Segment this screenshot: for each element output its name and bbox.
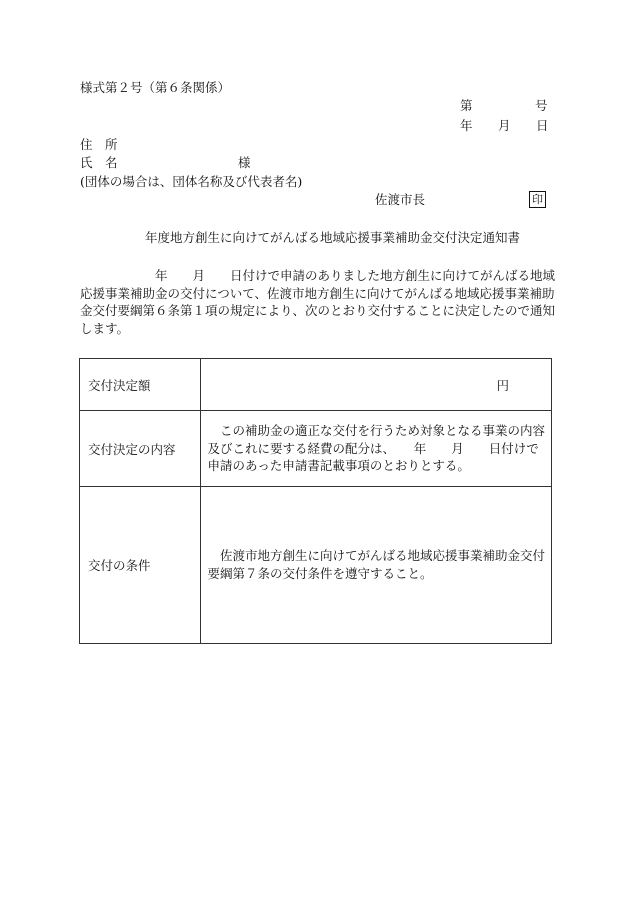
table-row	[80, 359, 552, 411]
date-month-label: 月	[498, 118, 511, 133]
content-line: 及びこれに要する経費の配分は、 年 月 日付けで	[207, 440, 539, 456]
body-line: します。	[80, 320, 130, 336]
honorific: 様	[238, 155, 251, 170]
conditions-value	[201, 487, 552, 644]
document-number-suffix: 号	[535, 98, 548, 113]
address-label: 住 所	[80, 137, 118, 152]
decision-table	[79, 358, 552, 644]
content-line: 申請のあった申請書記載事項のとおりとする。	[207, 458, 470, 474]
conditions-line: 要綱第７条の交付条件を遵守すること。	[207, 566, 433, 581]
document-number-prefix: 第	[460, 98, 473, 113]
row-label-amount: 交付決定額	[80, 359, 201, 411]
row-label-conditions: 交付の条件	[80, 487, 201, 644]
table-row	[80, 487, 552, 644]
date-year-label: 年	[460, 118, 473, 133]
name-label: 氏 名	[80, 155, 118, 170]
group-note: (団体の場合は、団体名称及び代表者名)	[80, 174, 303, 189]
date-day-label: 日	[536, 118, 549, 133]
body-paragraph	[80, 267, 558, 337]
table-row	[80, 411, 552, 487]
row-label-content: 交付決定の内容	[80, 411, 201, 487]
seal-box: 印	[529, 191, 546, 208]
body-line: 年 月 日付けで申請のありました地方創生に向けてがんばる地域	[80, 268, 556, 283]
conditions-line: 佐渡市地方創生に向けてがんばる地域応援事業補助金交付	[207, 548, 545, 564]
content-value	[201, 411, 552, 487]
yen-unit: 円	[496, 377, 509, 393]
document-title: 年度地方創生に向けてがんばる地域応援事業補助金交付決定通知書	[145, 230, 521, 245]
body-line: 金交付要綱第６条第１項の規定により、次のとおり交付することに決定したので通知	[80, 303, 556, 319]
issuer-title: 佐渡市長	[375, 192, 426, 207]
content-line: この補助金の適正な交付を行うため対象となる事業の内容	[207, 423, 545, 439]
amount-value	[201, 359, 552, 411]
form-number: 様式第２号（第６条関係）	[80, 80, 231, 95]
body-line: 応援事業補助金の交付について、佐渡市地方創生に向けてがんばる地域応援事業補助	[80, 285, 555, 301]
